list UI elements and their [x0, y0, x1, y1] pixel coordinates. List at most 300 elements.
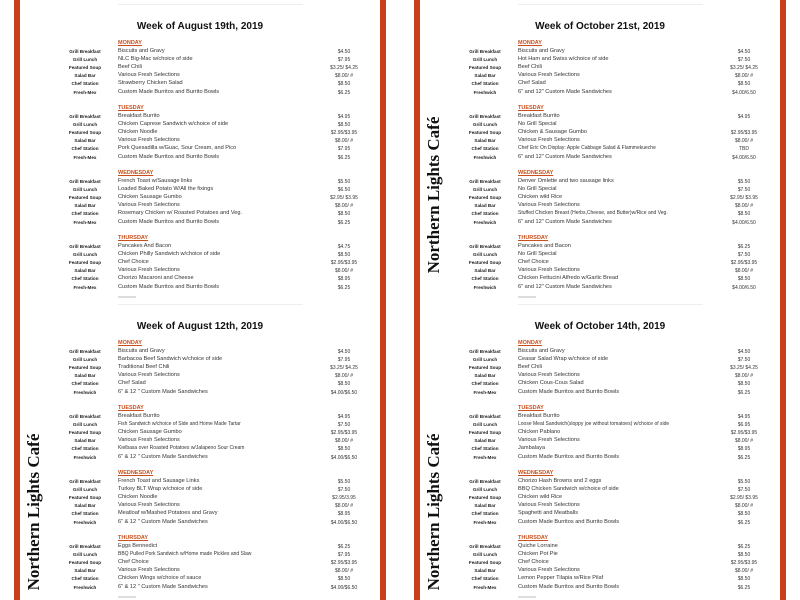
menu-price: $8.50	[337, 381, 351, 388]
menu-price: $8.50	[337, 252, 351, 259]
day-heading: THURSDAY	[118, 535, 149, 541]
menu-price: $6.25	[337, 219, 351, 226]
menu-item: Chorizo Hash Browns and 2 eggs	[518, 478, 602, 484]
menu-row	[0, 186, 400, 194]
menu-price: $4.00/6.50	[732, 89, 756, 96]
menu-price: $8.00/ #	[334, 268, 354, 275]
menu-row	[0, 137, 400, 145]
menu-price: $8.00/ #	[334, 568, 354, 575]
menu-row	[0, 154, 400, 162]
menu-item: Lemon Pepper Tilapia w/Rice Pilaf	[518, 575, 604, 582]
menu-item: 6" and 12" Custom Made Sandwiches	[518, 283, 612, 290]
station-label: Grill Breakfast	[69, 414, 101, 419]
menu-row	[0, 243, 400, 251]
day-heading: WEDNESDAY	[518, 170, 554, 176]
station-label: Salad Bar	[74, 73, 96, 79]
station-label: Freshwich	[73, 454, 97, 460]
menu-item: Pancakes and Bacon	[518, 243, 571, 249]
menu-row	[0, 129, 400, 137]
menu-row	[0, 584, 400, 592]
menu-row	[400, 584, 800, 592]
menu-row	[0, 372, 400, 380]
menu-price: $6.25	[737, 584, 751, 591]
menu-price: $8.50	[737, 276, 751, 283]
station-label: Grill Lunch	[472, 357, 498, 363]
menu-price: $8.50	[337, 446, 351, 453]
menu-price: $2.95/$3.95	[330, 130, 358, 137]
week-title: Week of August 19th, 2019	[136, 21, 264, 32]
menu-item: 6" and 12" Custom Made Sandwiches	[518, 153, 612, 160]
menu-item: Various Fresh Selections	[518, 567, 580, 574]
menu-price: $8.50	[737, 211, 751, 218]
menu-item: Strawberry Chicken Salad	[118, 80, 183, 87]
station-label: Fresh-Mex	[73, 284, 97, 290]
menu-item: Custom Made Burritos and Burrito Bowls	[518, 453, 620, 460]
menu-price: $6.25	[737, 544, 751, 550]
menu-price: $6.25	[737, 389, 751, 396]
station-label: Grill Lunch	[72, 422, 98, 428]
station-label: Freshwich	[473, 154, 497, 160]
menu-item: BBQ Chicken Sandwich w/choice of side	[518, 486, 619, 493]
menu-row	[400, 364, 800, 372]
menu-item: Chef Salad	[118, 380, 146, 387]
menu-item: Pork Quesadilla w/Guac, Sour Cream, and Pico	[118, 145, 237, 152]
menu-item: Eggs Bennedict	[118, 543, 158, 549]
menu-row	[400, 519, 800, 527]
station-label: Salad Bar	[474, 438, 496, 444]
menu-price: $2.95/ $3.95	[730, 495, 758, 502]
station-label: Featured Soup	[68, 365, 102, 371]
menu-item: Breakfast Burrito	[118, 113, 160, 119]
station-label: Grill Lunch	[72, 57, 98, 63]
menu-item: Various Fresh Selections	[518, 202, 580, 209]
menu-price: $8.95	[737, 446, 751, 453]
station-label: Salad Bar	[74, 568, 96, 574]
menu-price: $2.95/$3.95	[330, 560, 358, 567]
station-label: Chef Station	[471, 381, 499, 387]
menu-item: Hot Ham and Swiss w/choice of side	[518, 56, 609, 63]
day-heading: MONDAY	[118, 340, 142, 346]
station-label: Fresh-Mex	[473, 584, 497, 590]
menu-item: Biscuits and Gravy	[118, 348, 165, 354]
station-label: Grill Breakfast	[69, 244, 101, 249]
menu-price: $2.95/$3.95	[730, 560, 758, 567]
menu-row	[400, 543, 800, 551]
menu-price: $8.00/ #	[734, 438, 754, 445]
menu-item: BBQ Pulled Pork Sandwich w/Home made Pickles and Slaw	[118, 551, 252, 558]
menu-price: $5.50	[737, 479, 751, 485]
station-label: Grill Lunch	[472, 487, 498, 493]
station-label: Chef Station	[71, 381, 99, 387]
menu-row	[0, 437, 400, 445]
next-day-heading-partial	[118, 596, 136, 598]
station-label: Featured Soup	[68, 560, 102, 566]
menu-row	[400, 478, 800, 486]
menu-row	[0, 89, 400, 97]
cafe-brand-name: Northern Lights Café	[424, 433, 443, 591]
menu-price: $8.00/ #	[734, 73, 754, 80]
week-title: Week of October 21st, 2019	[535, 21, 665, 32]
station-label: Grill Breakfast	[469, 244, 501, 249]
menu-row	[0, 178, 400, 186]
menu-item: Barbacoa Beef Sandwich w/choice of side	[118, 356, 223, 363]
menu-item: Chicken Noodle	[118, 129, 158, 136]
menu-row	[400, 380, 800, 388]
menu-price: $8.00/ #	[334, 503, 354, 510]
station-label: Chef Station	[71, 576, 99, 582]
station-label: Chef Station	[71, 211, 99, 217]
menu-price: $2.95/$3.95	[730, 130, 758, 137]
menu-row	[0, 113, 400, 121]
day-heading: MONDAY	[518, 40, 542, 46]
menu-item: Spaghetti and Meatballs	[518, 510, 579, 517]
menu-price: $4.50	[737, 49, 751, 55]
menu-row	[0, 356, 400, 364]
day-heading: THURSDAY	[518, 535, 549, 541]
menu-price: $4.00/6.50	[732, 154, 756, 161]
week-title: Week of August 12th, 2019	[136, 321, 264, 332]
station-label: Featured Soup	[68, 130, 102, 136]
menu-item: Custom Made Burritos and Burrito Bowls	[518, 388, 620, 395]
menu-row	[0, 502, 400, 510]
menu-item: Various Fresh Selections	[118, 202, 180, 209]
menu-price: $8.00/ #	[734, 203, 754, 210]
station-label: Chef Station	[71, 446, 99, 452]
menu-price: $4.95	[737, 414, 751, 420]
menu-item: Custom Made Burritos and Burrito Bowls	[118, 88, 220, 95]
menu-item: Pancakes And Bacon	[118, 243, 172, 249]
station-label: Salad Bar	[474, 138, 496, 144]
menu-price: $4.95	[737, 114, 751, 120]
menu-item: Biscuits and Gravy	[518, 48, 565, 54]
menu-row	[400, 72, 800, 80]
menu-price: $8.00/ #	[734, 373, 754, 380]
menu-item: Chicken Pot Pie	[518, 551, 558, 558]
menu-item: No Grill Special	[518, 121, 557, 128]
menu-price: $4.00/6.50	[732, 219, 756, 226]
menu-item: Various Fresh Selections	[118, 137, 180, 144]
station-label: Featured Soup	[68, 430, 102, 436]
menu-row	[0, 56, 400, 64]
menu-row	[0, 380, 400, 388]
menu-page	[400, 300, 800, 600]
station-label: Chef Station	[71, 146, 99, 152]
station-label: Chef Station	[471, 81, 499, 87]
menu-row	[0, 421, 400, 429]
menu-row	[400, 251, 800, 259]
menu-price: TBD	[739, 146, 749, 153]
header-rule	[118, 300, 303, 305]
menu-price: $8.95	[337, 276, 351, 283]
menu-row	[400, 145, 800, 153]
menu-row	[400, 113, 800, 121]
station-label: Freshwich	[73, 389, 97, 395]
menu-item: Loose Meat Sandwich(sloppy joe without tomatoes) w/choice of side	[518, 421, 670, 428]
menu-item: Chorizo Macaroni and Cheese	[118, 275, 194, 282]
menu-price: $8.50	[337, 122, 351, 129]
menu-item: Chef Eric On Display: Apple Cabbage Salad & Flammekueche	[518, 145, 656, 152]
menu-row	[400, 89, 800, 97]
menu-item: Chicken Pablano	[518, 429, 561, 436]
menu-item: French Toast w/Sausage links	[118, 178, 193, 184]
menu-row	[0, 275, 400, 283]
menu-item: Custom Made Burritos and Burrito Bowls	[518, 583, 620, 590]
menu-item: Various Fresh Selections	[118, 567, 180, 574]
menu-row	[400, 186, 800, 194]
menu-price: $8.50	[737, 511, 751, 518]
menu-row	[400, 154, 800, 162]
day-heading: THURSDAY	[118, 235, 149, 241]
menu-row	[400, 275, 800, 283]
menu-item: Denver Omlette and two sausage links	[518, 178, 614, 184]
menu-row	[0, 551, 400, 559]
menu-row	[400, 429, 800, 437]
menu-row	[400, 445, 800, 453]
menu-price: $6.50	[337, 187, 351, 194]
menu-price: $5.50	[337, 479, 351, 485]
menu-row	[0, 219, 400, 227]
menu-row	[400, 356, 800, 364]
menu-item: Chicken Noodle	[118, 494, 158, 501]
menu-row	[400, 202, 800, 210]
menu-item: 6" & 12 " Custom Made Sandwiches	[118, 453, 208, 460]
menu-row	[400, 413, 800, 421]
menu-price: $7.95	[337, 357, 351, 364]
menu-price: $7.50	[737, 357, 751, 364]
menu-row	[400, 575, 800, 583]
menu-row	[400, 48, 800, 56]
station-label: Chef Station	[471, 211, 499, 217]
header-rule	[518, 0, 703, 5]
menu-item: 6" and 12" Custom Made Sandwiches	[518, 88, 612, 95]
menu-item: Various Fresh Selections	[518, 137, 580, 144]
menu-price: $6.25	[337, 154, 351, 161]
menu-item: Custom Made Burritos and Burrito Bowls	[118, 218, 220, 225]
menu-price: $7.50	[737, 252, 751, 259]
station-label: Chef Station	[471, 511, 499, 517]
menu-item: Chef Choice	[518, 259, 549, 266]
menu-row	[0, 267, 400, 275]
menu-item: Chef Choice	[118, 259, 149, 266]
station-label: Grill Lunch	[472, 552, 498, 558]
menu-price: $2.95/ $3.95	[730, 195, 758, 202]
menu-price: $4.50	[337, 49, 351, 55]
menu-price: $8.00/ #	[734, 568, 754, 575]
menu-price: $2.95/$3.95	[730, 430, 758, 437]
menu-price: $4.00/$6.50	[330, 519, 358, 526]
menu-item: Breakfast Burrito	[118, 413, 160, 419]
menu-row	[0, 510, 400, 518]
menu-row	[0, 121, 400, 129]
station-label: Grill Lunch	[472, 252, 498, 258]
menu-row	[400, 348, 800, 356]
station-label: Grill Lunch	[472, 57, 498, 63]
menu-price: $8.95	[337, 511, 351, 518]
menu-item: NLC Big-Mac w/choice of side	[118, 56, 193, 63]
menu-row	[0, 72, 400, 80]
menu-row	[400, 559, 800, 567]
cafe-brand-name: Northern Lights Café	[24, 433, 43, 591]
station-label: Grill Breakfast	[69, 349, 101, 354]
station-label: Featured Soup	[68, 495, 102, 501]
menu-row	[400, 137, 800, 145]
station-label: Fresh-Mex	[473, 389, 497, 395]
menu-page	[0, 0, 400, 300]
menu-price: $8.00/ #	[334, 373, 354, 380]
station-label: Grill Breakfast	[469, 179, 501, 184]
station-label: Salad Bar	[74, 503, 96, 509]
station-label: Grill Lunch	[472, 187, 498, 193]
menu-item: Chicken Sausage Gumbo	[118, 194, 182, 201]
menu-row	[0, 519, 400, 527]
day-heading: WEDNESDAY	[118, 470, 154, 476]
menu-row	[400, 421, 800, 429]
menu-item: Chef Salad	[518, 80, 546, 87]
menu-row	[400, 486, 800, 494]
menu-price: $4.00/$6.50	[330, 454, 358, 461]
station-label: Featured Soup	[468, 560, 502, 566]
station-label: Chef Station	[471, 146, 499, 152]
menu-item: Custom Made Burritos and Burrito Bowls	[118, 153, 220, 160]
menu-row	[400, 129, 800, 137]
menu-item: Chicken wild Rice	[518, 494, 563, 501]
menu-item: 6" & 12 " Custom Made Sandwiches	[118, 583, 208, 590]
menu-row	[0, 64, 400, 72]
menu-item: Turkey BLT Wrap w/choice of side	[118, 486, 203, 493]
menu-item: Stuffed Chicken Breast (Herbs,Cheese, and Butter)w/Rice and Veg.	[518, 210, 668, 217]
station-label: Grill Lunch	[72, 252, 98, 258]
menu-price: $5.50	[737, 179, 751, 185]
menu-price: $7.95	[337, 146, 351, 153]
menu-price: $8.50	[737, 576, 751, 583]
menu-row	[0, 194, 400, 202]
menu-item: Various Fresh Selections	[518, 372, 580, 379]
station-label: Featured Soup	[68, 65, 102, 71]
station-label: Featured Soup	[68, 195, 102, 201]
menu-row	[400, 454, 800, 462]
menu-price: $2.95/ $3.95	[330, 195, 358, 202]
menu-row	[0, 486, 400, 494]
day-heading: MONDAY	[118, 40, 142, 46]
menu-item: Beef Chili	[118, 64, 142, 71]
station-label: Featured Soup	[468, 195, 502, 201]
menu-item: Chicken Wings w/choice of sauce	[118, 575, 202, 582]
station-label: Featured Soup	[468, 260, 502, 266]
menu-row	[400, 243, 800, 251]
station-label: Salad Bar	[74, 203, 96, 209]
menu-row	[0, 454, 400, 462]
day-heading: MONDAY	[518, 340, 542, 346]
menu-price: $4.95	[337, 114, 351, 120]
menu-price: $6.25	[337, 284, 351, 291]
menu-item: Various Fresh Selections	[118, 72, 180, 79]
next-day-heading-partial	[518, 296, 536, 298]
menu-item: Various Fresh Selections	[518, 72, 580, 79]
menu-row	[0, 348, 400, 356]
menu-item: Chicken Fettucini Alfredo w/Garlic Bread	[518, 275, 619, 282]
day-heading: TUESDAY	[518, 105, 544, 111]
station-label: Fresh-Mex	[473, 454, 497, 460]
menu-item: Various Fresh Selections	[518, 267, 580, 274]
station-label: Salad Bar	[74, 268, 96, 274]
station-label: Grill Breakfast	[469, 414, 501, 419]
menu-item: Various Fresh Selections	[118, 372, 180, 379]
menu-item: Loaded Baked Potato W/All the fixings	[118, 186, 214, 193]
menu-price: $7.95	[337, 57, 351, 64]
menu-item: Chicken Sausage Gumbo	[118, 429, 182, 436]
menu-row	[400, 502, 800, 510]
station-label: Salad Bar	[474, 503, 496, 509]
menu-item: Rosemary Chicken w/ Roasted Potatoes and Veg.	[118, 210, 243, 217]
menu-price: $7.50	[337, 487, 351, 494]
menu-item: 6" & 12 " Custom Made Sandwiches	[118, 518, 208, 525]
menu-item: Chicken Cous-Cous Salad	[518, 380, 584, 387]
station-label: Grill Breakfast	[469, 349, 501, 354]
menu-item: Chef Choice	[118, 559, 149, 566]
menu-price: $4.00/$6.50	[330, 584, 358, 591]
menu-price: $8.50	[337, 81, 351, 88]
menu-item: 6" and 12" Custom Made Sandwiches	[518, 218, 612, 225]
menu-row	[0, 284, 400, 292]
station-label: Grill Lunch	[72, 122, 98, 128]
menu-row	[0, 48, 400, 56]
station-label: Chef Station	[471, 446, 499, 452]
menu-page	[0, 300, 400, 600]
menu-item: Meatloaf w/Mashed Potatoes and Gravy	[118, 510, 218, 517]
menu-row	[400, 259, 800, 267]
menu-item: Beef Chili	[518, 64, 542, 71]
station-label: Salad Bar	[74, 138, 96, 144]
menu-price: $7.50	[337, 422, 351, 429]
menu-row	[400, 437, 800, 445]
station-label: Grill Breakfast	[69, 179, 101, 184]
menu-price: $8.50	[337, 576, 351, 583]
station-label: Fresh-Mex	[473, 519, 497, 525]
week-title: Week of October 14th, 2019	[534, 321, 666, 332]
day-heading: TUESDAY	[118, 105, 144, 111]
menu-price: $6.25	[737, 519, 751, 526]
station-label: Salad Bar	[474, 373, 496, 379]
menu-item: Various Fresh Selections	[118, 267, 180, 274]
station-label: Grill Breakfast	[69, 544, 101, 549]
station-label: Grill Lunch	[72, 187, 98, 193]
station-label: Grill Breakfast	[469, 114, 501, 119]
station-label: Chef Station	[471, 576, 499, 582]
menu-item: 6" & 12 " Custom Made Sandwiches	[118, 388, 208, 395]
menu-item: Quiche Lorraine	[518, 543, 558, 549]
menu-price: $2.95/$3.95	[730, 260, 758, 267]
menu-row	[400, 210, 800, 218]
menu-price: $8.00/ #	[334, 203, 354, 210]
day-heading: TUESDAY	[118, 405, 144, 411]
station-label: Chef Station	[471, 276, 499, 282]
menu-price: $8.00/ #	[334, 138, 354, 145]
menu-item: Chicken Caprese Sandwich w/choice of side	[118, 121, 229, 128]
station-label: Salad Bar	[474, 268, 496, 274]
menu-item: No Grill Special	[518, 251, 557, 258]
station-label: Chef Station	[71, 511, 99, 517]
menu-item: Kielbasa over Roasted Potatoes w/Jalapeno Sour Cream	[118, 445, 245, 452]
menu-price: $4.75	[337, 244, 351, 250]
station-label: Freshwich	[473, 284, 497, 290]
day-heading: THURSDAY	[518, 235, 549, 241]
menu-price: $8.00/ #	[734, 138, 754, 145]
menu-price: $3.25/ $4.25	[330, 365, 358, 372]
menu-price: $6.25	[737, 454, 751, 461]
menu-item: Breakfast Burrito	[518, 413, 560, 419]
station-label: Grill Breakfast	[69, 114, 101, 119]
station-label: Salad Bar	[474, 568, 496, 574]
